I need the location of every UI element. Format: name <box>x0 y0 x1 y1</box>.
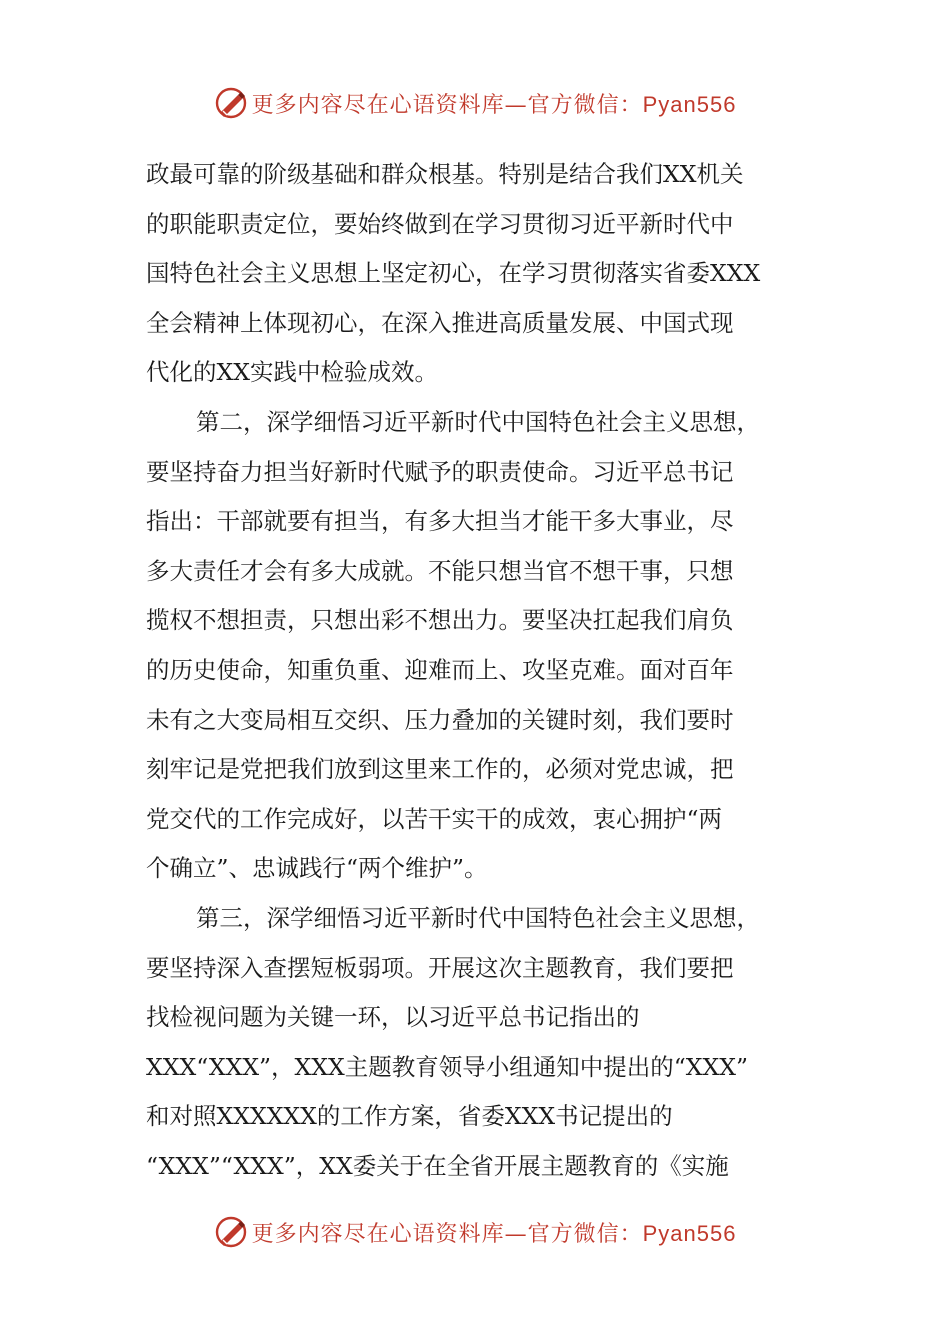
body-line: 要坚持深入查摆短板弱项。开展这次主题教育，我们要把 <box>146 953 734 982</box>
paragraph-start-line: 第二，深学细悟习近平新时代中国特色社会主义思想， <box>196 407 760 436</box>
body-line: 党交代的工作完成好，以苦干实干的成效，衷心拥护“两 <box>146 804 723 833</box>
body-line: 个确立”、忠诚践行“两个维护”。 <box>146 854 488 883</box>
body-line: 全会精神上体现初心，在深入推进高质量发展、中国式现 <box>146 308 734 337</box>
body-line: “XXX”“XXX”，XX委关于在全省开展主题教育的《实施 <box>146 1151 729 1180</box>
pen-logo-icon <box>214 1215 248 1249</box>
footer-banner-text <box>252 1217 737 1248</box>
body-line: 未有之大变局相互交织、压力叠加的关键时刻，我们要时 <box>146 705 734 734</box>
body-line: 代化的XX实践中检验成效。 <box>146 358 438 387</box>
header-banner <box>0 83 950 123</box>
body-line: 政最可靠的阶级基础和群众根基。特别是结合我们XX机关 <box>146 160 744 188</box>
header-banner-text <box>252 88 737 119</box>
footer-banner-cn: 更多内容尽在心语资料库—官方微信： <box>251 1221 643 1247</box>
footer-banner <box>0 1212 950 1252</box>
body-line: 要坚持奋力担当好新时代赋予的职责使命。习近平总书记 <box>146 457 734 486</box>
paragraph-start-line: 第三，深学细悟习近平新时代中国特色社会主义思想， <box>196 903 760 932</box>
document-body <box>146 150 826 1191</box>
body-line: 的历史使命，知重负重、迎难而上、攻坚克难。面对百年 <box>146 655 734 684</box>
body-line: 国特色社会主义思想上坚定初心，在学习贯彻落实省委XXX <box>146 259 761 288</box>
body-line: 揽权不想担责，只想出彩不想出力。要坚决扛起我们肩负 <box>146 606 734 635</box>
body-line: 指出：干部就要有担当，有多大担当才能干多大事业，尽 <box>146 507 734 536</box>
body-line: XXX“XXX”，XXX主题教育领导小组通知中提出的“XXX” <box>146 1052 748 1081</box>
pen-logo-icon <box>214 86 248 120</box>
body-line: 和对照XXXXXX的工作方案，省委XXX书记提出的 <box>146 1102 673 1131</box>
body-line: 找检视问题为关键一环，以习近平总书记指出的 <box>146 1003 640 1032</box>
body-line: 多大责任才会有多大成就。不能只想当官不想干事，只想 <box>146 556 734 585</box>
body-line: 的职能职责定位，要始终做到在学习贯彻习近平新时代中 <box>146 209 734 238</box>
footer-banner-wechat-id: Pyan556 <box>642 1220 737 1246</box>
header-banner-cn: 更多内容尽在心语资料库—官方微信： <box>251 92 643 118</box>
header-banner-wechat-id: Pyan556 <box>642 91 737 117</box>
body-line: 刻牢记是党把我们放到这里来工作的，必须对党忠诚，把 <box>146 755 734 784</box>
